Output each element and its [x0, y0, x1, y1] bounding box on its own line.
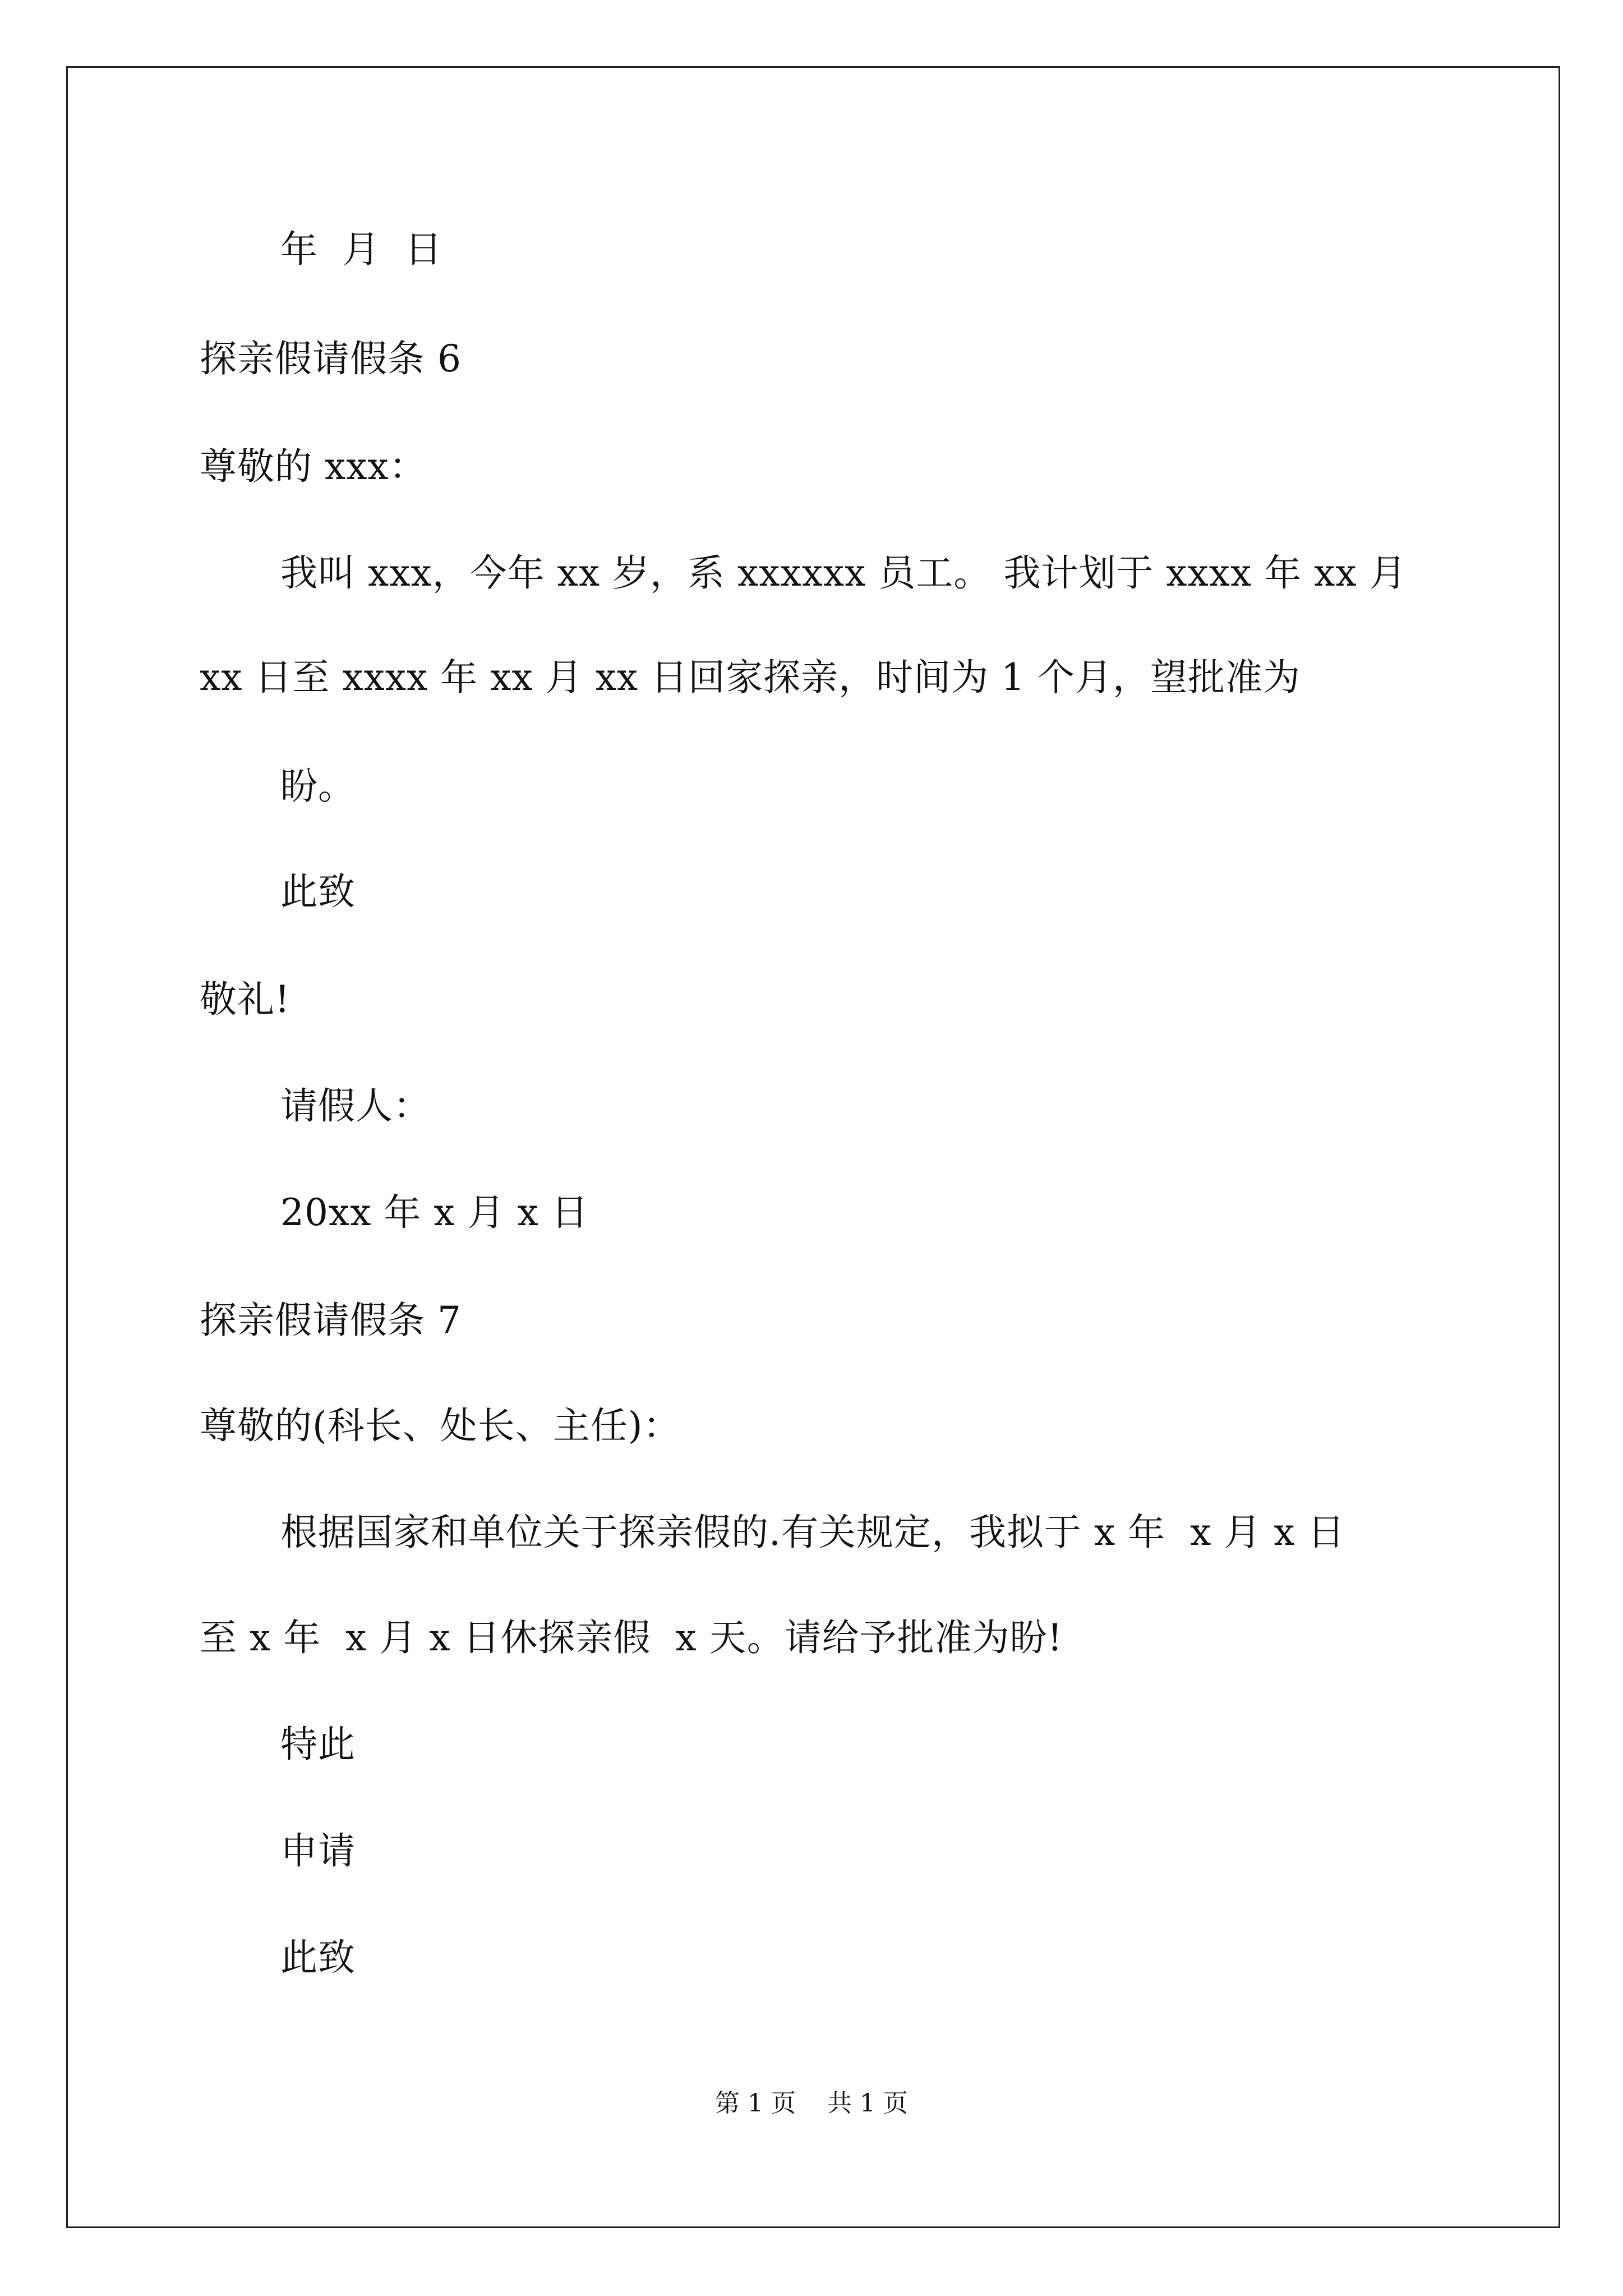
section-heading-6: 探亲假请假条 6	[200, 337, 462, 380]
page-border	[66, 66, 1560, 2228]
closing-line: 特此	[280, 1723, 356, 1766]
body-paragraph-line: 盼。	[280, 765, 356, 808]
closing-line: 敬礼!	[200, 978, 291, 1021]
signature-date: 20xx 年 x 月 x 日	[280, 1191, 589, 1234]
body-paragraph-line: 我叫 xxx，今年 xx 岁，系 xxxxxx 员工。 我计划于 xxxx 年 xx 月	[280, 551, 1407, 595]
closing-line: 此致	[280, 1936, 356, 1979]
body-paragraph-line: 根据国家和单位关于探亲假的.有关规定，我拟于 x 年 x 月 x 日	[280, 1511, 1345, 1554]
salutation-line: 尊敬的(科长、处长、主任)：	[200, 1404, 681, 1447]
closing-line: 此致	[280, 870, 356, 913]
body-paragraph-line: 至 x 年 x 月 x 日休探亲假 x 天。请给予批准为盼!	[200, 1616, 1063, 1659]
salutation-line: 尊敬的 xxx：	[200, 445, 427, 488]
date-placeholder-line: 年 月 日	[280, 228, 442, 271]
signature-label: 请假人：	[280, 1084, 431, 1128]
closing-line: 申请	[280, 1829, 356, 1872]
page-number-footer: 第 1 页 共 1 页	[715, 2089, 908, 2118]
section-heading-7: 探亲假请假条 7	[200, 1299, 462, 1342]
body-paragraph-line: xx 日至 xxxx 年 xx 月 xx 日回家探亲，时间为 1 个月，望批准为	[200, 656, 1301, 699]
